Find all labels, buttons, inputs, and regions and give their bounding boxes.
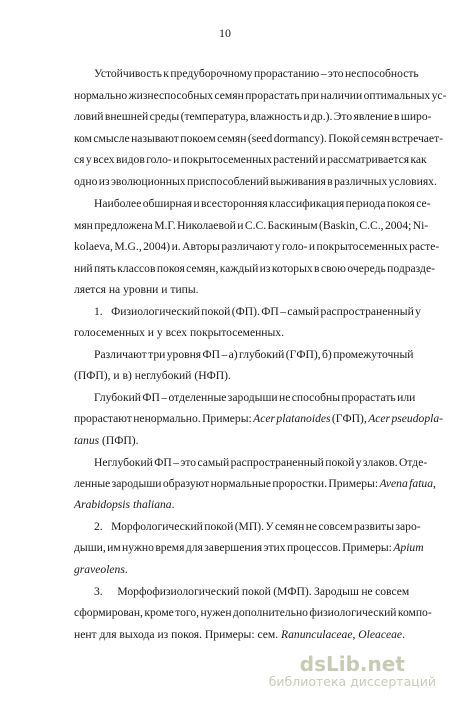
text-line — [74, 606, 432, 620]
text-line — [74, 240, 439, 254]
text-line — [74, 563, 128, 577]
text-span: одно из эволюционных приспособлений выживания в различных условиях. — [74, 175, 437, 188]
text-line — [94, 67, 419, 81]
text-span: ловий внешней среды (температура, влажность и др.). Это явление в широ- — [74, 110, 432, 123]
latin-name: Arabidopsis thaliana — [74, 498, 172, 511]
text-span: . — [171, 498, 175, 511]
text-span: дыши, им нужно время для завершения этих процессов. Примеры: — [74, 541, 394, 554]
text-span: голосеменных и у всех покрытосеменных. — [74, 326, 285, 339]
text-span: ком смысле называют покоем семян (seed dormancy). Покой семян встречает- — [74, 132, 443, 145]
text-span: 1. Физиологический покой (ФП). ФП – самый распространенный у — [94, 305, 421, 318]
text-line — [74, 283, 199, 297]
text-span: сформирован, кроме того, нужен дополнительно физиологический компо- — [74, 606, 432, 619]
text-span: (ПФП), и в) неглубокий (НФП). — [74, 369, 231, 382]
text-span: Наиболее обширная и всесторонняя классификация периода покоя се- — [94, 197, 431, 210]
text-line — [74, 110, 432, 124]
text-span: . — [124, 563, 128, 576]
text-line — [94, 520, 421, 534]
latin-name: Acer pseudopla- — [368, 412, 443, 425]
text-line — [94, 456, 427, 470]
text-line — [74, 219, 428, 233]
text-line — [74, 326, 284, 340]
latin-name: Apium — [393, 541, 424, 554]
watermark — [269, 652, 436, 689]
text-span: прорастают ненормально. Примеры: — [74, 412, 254, 425]
watermark-subtitle: библиотека диссертаций — [268, 674, 436, 689]
text-line — [74, 132, 443, 146]
text-line — [74, 628, 405, 642]
text-span: ленные зародыши образуют нормальные проростки. Примеры: — [74, 477, 380, 490]
text-span: ся у всех видов голо- и покрытосеменных растений и рассматривается как — [74, 153, 427, 166]
text-line — [94, 305, 421, 319]
latin-name: Avena fatua — [379, 477, 434, 490]
text-line — [74, 434, 139, 448]
text-span: 3. Морфофизиологический покой (МФП). Зародыш не совсем — [94, 585, 410, 598]
text-span: мян предложена М.Г. Николаевой и С.С. Баскиным (Baskin, С.С., 2004; Ni- — [74, 219, 429, 232]
text-span: . — [402, 628, 405, 641]
text-span: ляется на уровни и типы. — [74, 283, 199, 296]
text-span: Неглубокий ФП – это самый распространенный покой у злаков. Отде- — [94, 456, 428, 469]
text-line — [74, 498, 175, 512]
text-span: , — [352, 628, 359, 641]
text-line — [74, 369, 231, 383]
page-number: 10 — [219, 26, 231, 40]
text-span: ний пять классов покоя семян, каждый из которых в свою очередь подразде- — [74, 262, 435, 275]
text-span: , — [433, 477, 436, 490]
text-span: 2. Морфологический покой (МП). У семян не совсем развиты заро- — [94, 520, 421, 533]
text-span: (ГФП), — [330, 412, 369, 425]
latin-name: Acer platanoides — [253, 412, 331, 425]
latin-name: graveolens — [74, 563, 125, 576]
text-line — [74, 477, 436, 491]
text-line — [74, 175, 437, 189]
text-span: Глубокий ФП – отделенные зародыши не способны прорастать или — [94, 391, 416, 404]
text-line — [94, 348, 414, 362]
latin-name: Ranunculaceae — [281, 628, 353, 641]
text-line — [94, 585, 409, 599]
text-span: Устойчивость к предуборочному прорастанию – это неспособность — [94, 67, 419, 80]
text-line — [74, 89, 446, 103]
text-line — [74, 541, 424, 555]
watermark-logo: dsLib.net — [299, 652, 405, 676]
text-span: Различают три уровня ФП – а) глубокий (ГФП), б) промежуточный — [94, 348, 414, 361]
text-line — [74, 262, 435, 276]
text-span: нент для выхода из покоя. Примеры: сем. — [74, 628, 282, 641]
text-line — [94, 197, 431, 211]
text-span: нормально жизнеспособных семян прорастать при наличии оптимальных ус- — [74, 89, 447, 102]
text-line — [74, 153, 427, 167]
latin-name: Oleaceae — [358, 628, 403, 641]
latin-name: tanus — [74, 434, 100, 447]
text-line — [94, 391, 415, 405]
text-line — [74, 412, 443, 426]
text-span: kolaeva, M.G., 2004) и. Авторы различают у голо- и покрытосеменных расте- — [74, 240, 440, 253]
text-span: (ПФП). — [99, 434, 139, 447]
